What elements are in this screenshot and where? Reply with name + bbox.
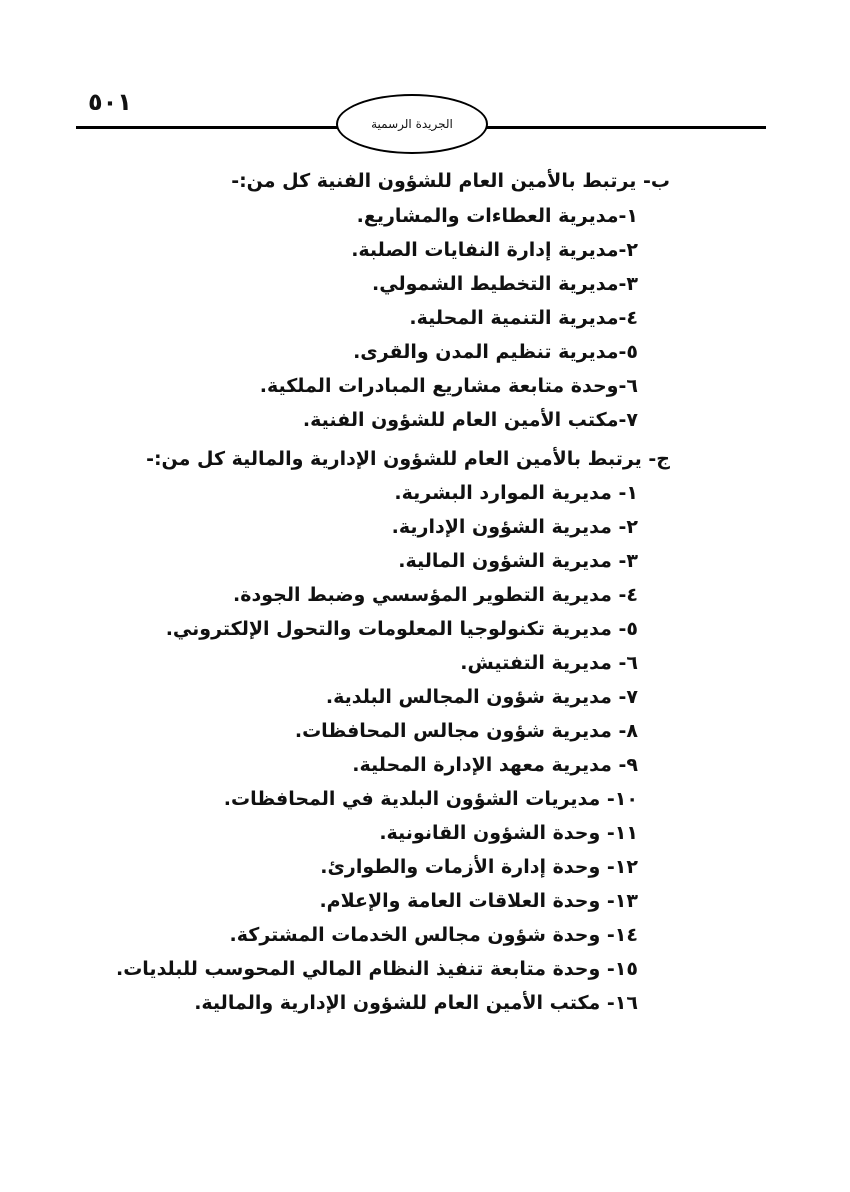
list-item: ٩- مديرية معهد الإدارة المحلية. (352, 754, 638, 776)
section-b-heading: ب- يرتبط بالأمين العام للشؤون الفنية كل من:- (231, 170, 670, 192)
list-item: ٧- مديرية شؤون المجالس البلدية. (325, 686, 638, 708)
masthead-oval (336, 94, 488, 154)
list-item: ٧-مكتب الأمين العام للشؤون الفنية. (302, 409, 638, 431)
list-item: ١٢- وحدة إدارة الأزمات والطوارئ. (320, 856, 638, 878)
section-c-heading: ج- يرتبط بالأمين العام للشؤون الإدارية والمالية كل من:- (146, 448, 670, 470)
list-item: ١٠- مديريات الشؤون البلدية في المحافظات. (223, 788, 638, 810)
list-item: ٥-مديرية تنظيم المدن والقرى. (353, 341, 638, 363)
page-number: ٥٠١ (88, 88, 132, 116)
list-item: ٢- مديرية الشؤون الإدارية. (391, 516, 638, 538)
list-item: ٢-مديرية إدارة النفايات الصلبة. (351, 239, 638, 261)
list-item: ٨- مديرية شؤون مجالس المحافظات. (294, 720, 638, 742)
masthead-title: الجريدة الرسمية (371, 117, 453, 131)
list-item: ٦- مديرية التفتيش. (460, 652, 638, 674)
list-item: ٣-مديرية التخطيط الشمولي. (372, 273, 638, 295)
list-item: ٣- مديرية الشؤون المالية. (398, 550, 638, 572)
list-item: ١٥- وحدة متابعة تنفيذ النظام المالي المحوسب للبلديات. (115, 958, 638, 980)
list-item: ٤-مديرية التنمية المحلية. (409, 307, 638, 329)
list-item: ١- مديرية الموارد البشرية. (394, 482, 638, 504)
list-item: ٦-وحدة متابعة مشاريع المبادرات الملكية. (259, 375, 638, 397)
list-item: ٥- مديرية تكنولوجيا المعلومات والتحول الإلكتروني. (165, 618, 638, 640)
list-item: ١١- وحدة الشؤون القانونية. (379, 822, 638, 844)
list-item: ١-مديرية العطاءات والمشاريع. (356, 205, 638, 227)
list-item: ١٦- مكتب الأمين العام للشؤون الإدارية والمالية. (194, 992, 638, 1014)
list-item: ١٣- وحدة العلاقات العامة والإعلام. (319, 890, 638, 912)
list-item: ٤- مديرية التطوير المؤسسي وضبط الجودة. (233, 584, 638, 606)
list-item: ١٤- وحدة شؤون مجالس الخدمات المشتركة. (229, 924, 638, 946)
